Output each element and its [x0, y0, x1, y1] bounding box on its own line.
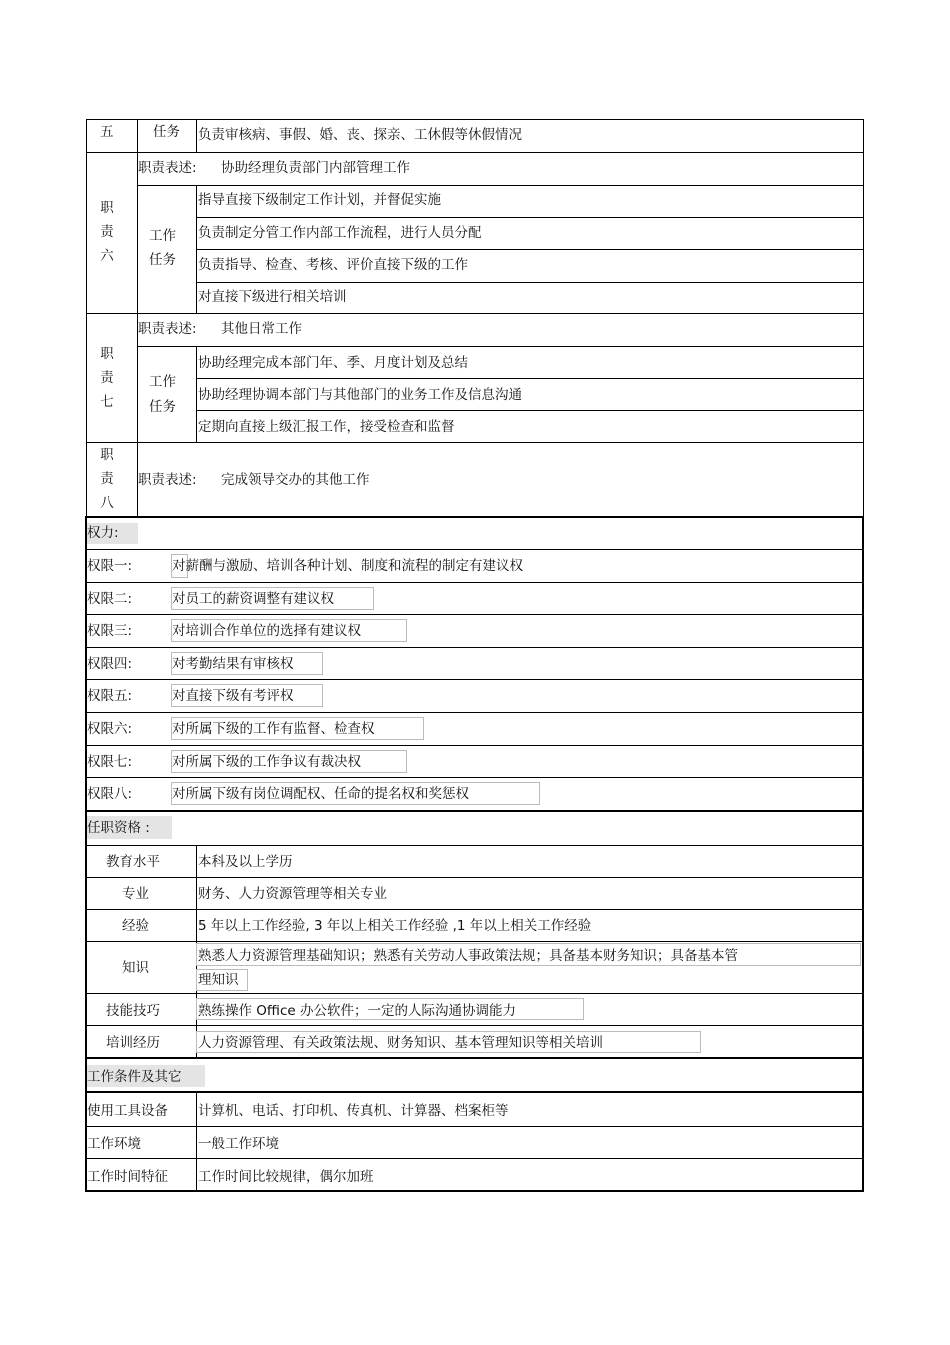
- duty7-desc: 其他日常工作: [221, 321, 302, 337]
- power-text-2: 对员工的薪资调整有建议权: [172, 591, 334, 607]
- qual-label-education: 教育水平: [106, 854, 160, 870]
- conditions-title: 工作条件及其它: [87, 1069, 182, 1085]
- duty7-task-1: 协助经理完成本部门年、季、月度计划及总结: [198, 355, 468, 371]
- duty6-label: 职 责 六: [100, 200, 114, 264]
- power-label-3: 权限三:: [87, 623, 133, 639]
- cond-label-environment: 工作环境: [87, 1136, 141, 1152]
- qual-label-training: 培训经历: [106, 1035, 160, 1051]
- qual-text-knowledge: 熟悉人力资源管理基础知识；熟悉有关劳动人事政策法规；具备基本财务知识；具备基本管: [198, 948, 738, 964]
- duty7-task-label-2: 任务: [149, 399, 176, 415]
- qual-text-skills: 熟练操作 Office 办公软件；一定的人际沟通协调能力: [198, 1003, 516, 1019]
- power-label-7: 权限七:: [87, 754, 133, 770]
- power-text-3: 对培训合作单位的选择有建议权: [172, 623, 361, 639]
- qual-text-experience: 5 年以上工作经验, 3 年以上相关工作经验 ,1 年以上相关工作经验: [198, 918, 592, 934]
- duty8-label: 职 责 八: [100, 447, 114, 511]
- qual-label-major: 专业: [122, 886, 149, 902]
- qual-label-skills: 技能技巧: [106, 1003, 160, 1019]
- power-text-4: 对考勤结果有审核权: [172, 656, 294, 672]
- duty7-task-2: 协助经理协调本部门与其他部门的业务工作及信息沟通: [198, 387, 522, 403]
- duty7-desc-label: 职责表述:: [138, 321, 197, 337]
- power-label-5: 权限五:: [87, 688, 133, 704]
- duty6-desc: 协助经理负责部门内部管理工作: [221, 160, 410, 176]
- power-label-2: 权限二:: [87, 591, 133, 607]
- cond-label-tools: 使用工具设备: [87, 1103, 168, 1119]
- qual-text-knowledge-line2: 理知识: [198, 972, 239, 988]
- duty6-desc-label: 职责表述:: [138, 160, 197, 176]
- duty6-task-label-1: 工作: [149, 228, 176, 244]
- duty8-desc-label: 职责表述:: [138, 472, 197, 488]
- power-label-8: 权限八:: [87, 786, 133, 802]
- duty6-task-label-2: 任务: [149, 252, 176, 268]
- duty6-task-2: 负责制定分管工作内部工作流程，进行人员分配: [198, 225, 482, 241]
- duty7-task-3: 定期向直接上级汇报工作，接受检查和监督: [198, 419, 455, 435]
- qual-text-education: 本科及以上学历: [198, 854, 293, 870]
- duty5-label: 五: [100, 124, 114, 140]
- duty6-task-1: 指导直接下级制定工作计划，并督促实施: [198, 192, 441, 208]
- cond-label-worktime: 工作时间特征: [87, 1169, 168, 1185]
- power-title: 权力:: [87, 525, 119, 541]
- power-label-6: 权限六:: [87, 721, 133, 737]
- power-text-7: 对所属下级的工作争议有裁决权: [172, 754, 361, 770]
- qual-label-experience: 经验: [122, 918, 149, 934]
- cond-text-worktime: 工作时间比较规律，偶尔加班: [198, 1169, 374, 1185]
- power-text-1: 对薪酬与激励、培训各种计划、制度和流程的制定有建议权: [172, 558, 523, 574]
- duty5-task: 负责审核病、事假、婚、丧、探亲、工休假等休假情况: [198, 127, 522, 143]
- duty6-task-4: 对直接下级进行相关培训: [198, 289, 347, 305]
- power-text-6: 对所属下级的工作有监督、检查权: [172, 721, 375, 737]
- duty7-task-label-1: 工作: [149, 374, 176, 390]
- power-text-8: 对所属下级有岗位调配权、任命的提名权和奖惩权: [172, 786, 469, 802]
- cond-text-tools: 计算机、电话、打印机、传真机、计算器、档案柜等: [198, 1103, 509, 1119]
- cond-text-environment: 一般工作环境: [198, 1136, 279, 1152]
- power-label-1: 权限一:: [87, 558, 133, 574]
- qual-text-training: 人力资源管理、有关政策法规、财务知识、基本管理知识等相关培训: [198, 1035, 603, 1051]
- duty6-task-3: 负责指导、检查、考核、评价直接下级的工作: [198, 257, 468, 273]
- qual-text-major: 财务、人力资源管理等相关专业: [198, 886, 387, 902]
- qual-label-knowledge: 知识: [122, 960, 149, 976]
- duty8-desc: 完成领导交办的其他工作: [221, 472, 370, 488]
- qualification-title: 任职资格 :: [87, 820, 150, 836]
- power-text-5: 对直接下级有考评权: [172, 688, 294, 704]
- duty5-task-label: 任务: [153, 124, 180, 140]
- power-label-4: 权限四:: [87, 656, 133, 672]
- duty7-label: 职 责 七: [100, 346, 114, 410]
